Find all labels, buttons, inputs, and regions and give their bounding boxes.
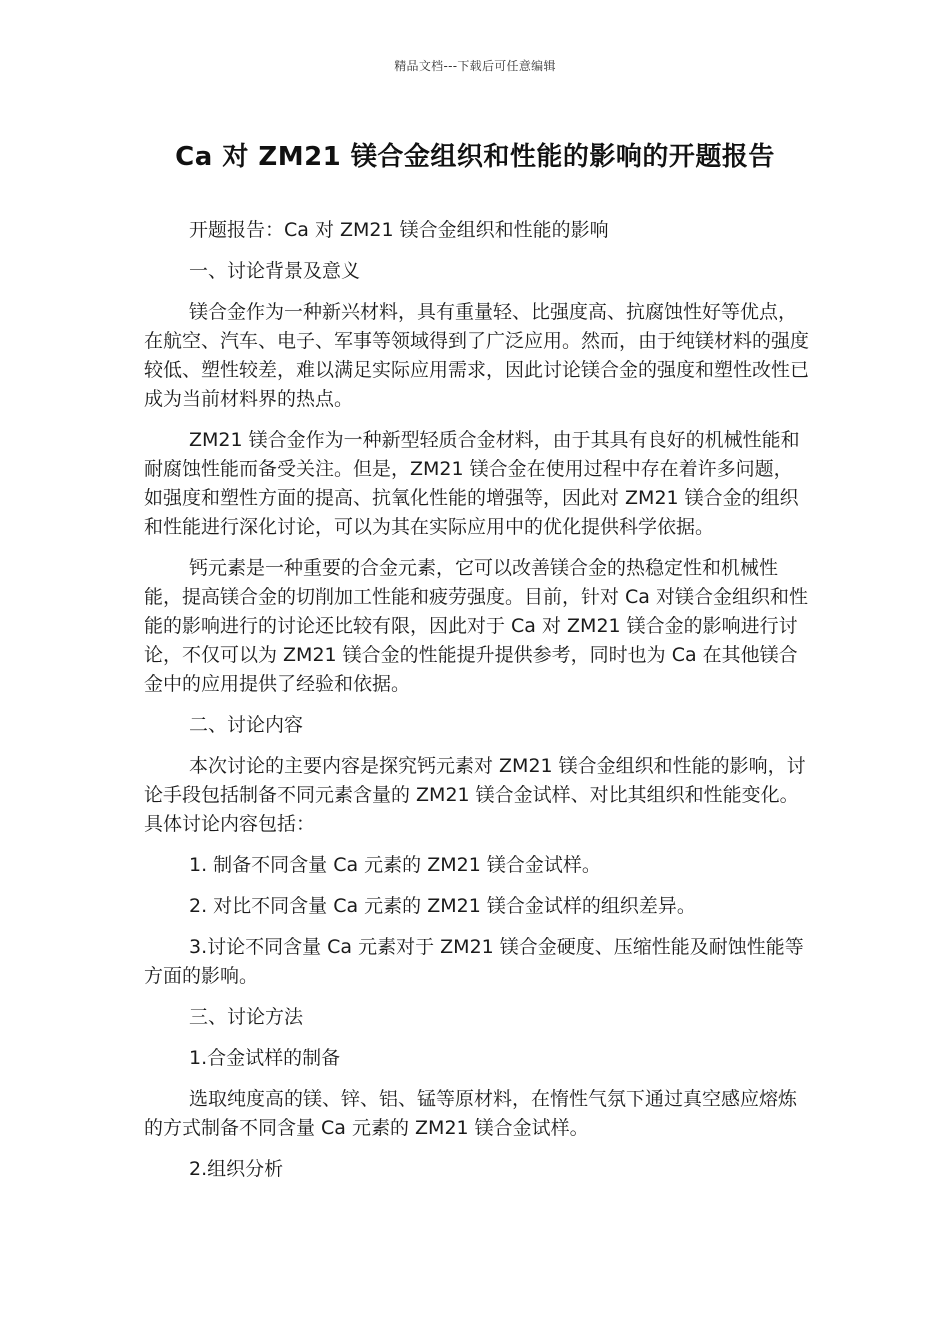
paragraph-content-intro: 本次讨论的主要内容是探究钙元素对 ZM21 镁合金组织和性能的影响，讨论手段包括制备不同元素含量的 ZM21 镁合金试样、对比其组织和性能变化。具体讨论内容包括： [144, 755, 806, 835]
intro-line: 开题报告：Ca 对 ZM21 镁合金组织和性能的影响 [189, 219, 609, 241]
paragraph-background-2: ZM21 镁合金作为一种新型轻质合金材料，由于其具有良好的机械性能和耐腐蚀性能而备受关注。但是，ZM21 镁合金在使用过程中存在着许多问题，如强度和塑性方面的提高、抗氧化性能的增强等，因此对 ZM21 镁合金的组织和性能进行深化讨论，可以为其在实际应用中的优化提供科学依据。 [144, 429, 800, 538]
paragraph-background-1: 镁合金作为一种新兴材料，具有重量轻、比强度高、抗腐蚀性好等优点，在航空、汽车、电子、军事等领域得到了广泛应用。然而，由于纯镁材料的强度较低、塑性较差，难以满足实际应用需求，因此讨论镁合金的强度和塑性改性已成为当前材料界的热点。 [144, 301, 810, 410]
section-heading-method: 三、讨论方法 [189, 1006, 304, 1028]
section-heading-content: 二、讨论内容 [189, 714, 304, 736]
list-item-3: 3.讨论不同含量 Ca 元素对于 ZM21 镁合金硬度、压缩性能及耐蚀性能等方面的影响。 [144, 936, 804, 987]
list-item-2: 2. 对比不同含量 Ca 元素的 ZM21 镁合金试样的组织差异。 [189, 895, 696, 917]
subheading-sample-prep: 1.合金试样的制备 [189, 1047, 341, 1069]
list-item-1: 1. 制备不同含量 Ca 元素的 ZM21 镁合金试样。 [189, 854, 601, 876]
paragraph-background-3: 钙元素是一种重要的合金元素，它可以改善镁合金的热稳定性和机械性能，提高镁合金的切削加工性能和疲劳强度。目前，针对 Ca 对镁合金组织和性能的影响进行的讨论还比较有限，因此对于 Ca 对 ZM21 镁合金的影响进行讨论，不仅可以为 ZM21 镁合金的性能提升提供参考，同时也为 Ca 在其他镁合金中的应用提供了经验和依据。 [144, 557, 808, 695]
document-body [144, 216, 810, 1196]
document-title: Ca 对 ZM21 镁合金组织和性能的影响的开题报告 [175, 142, 775, 172]
section-heading-background: 一、讨论背景及意义 [189, 260, 361, 282]
header-watermark: 精品文档---下载后可任意编辑 [394, 59, 556, 73]
subheading-structure-analysis: 2.组织分析 [189, 1158, 284, 1180]
paragraph-sample-prep: 选取纯度高的镁、锌、铝、锰等原材料，在惰性气氛下通过真空感应熔炼的方式制备不同含量 Ca 元素的 ZM21 镁合金试样。 [144, 1088, 798, 1139]
